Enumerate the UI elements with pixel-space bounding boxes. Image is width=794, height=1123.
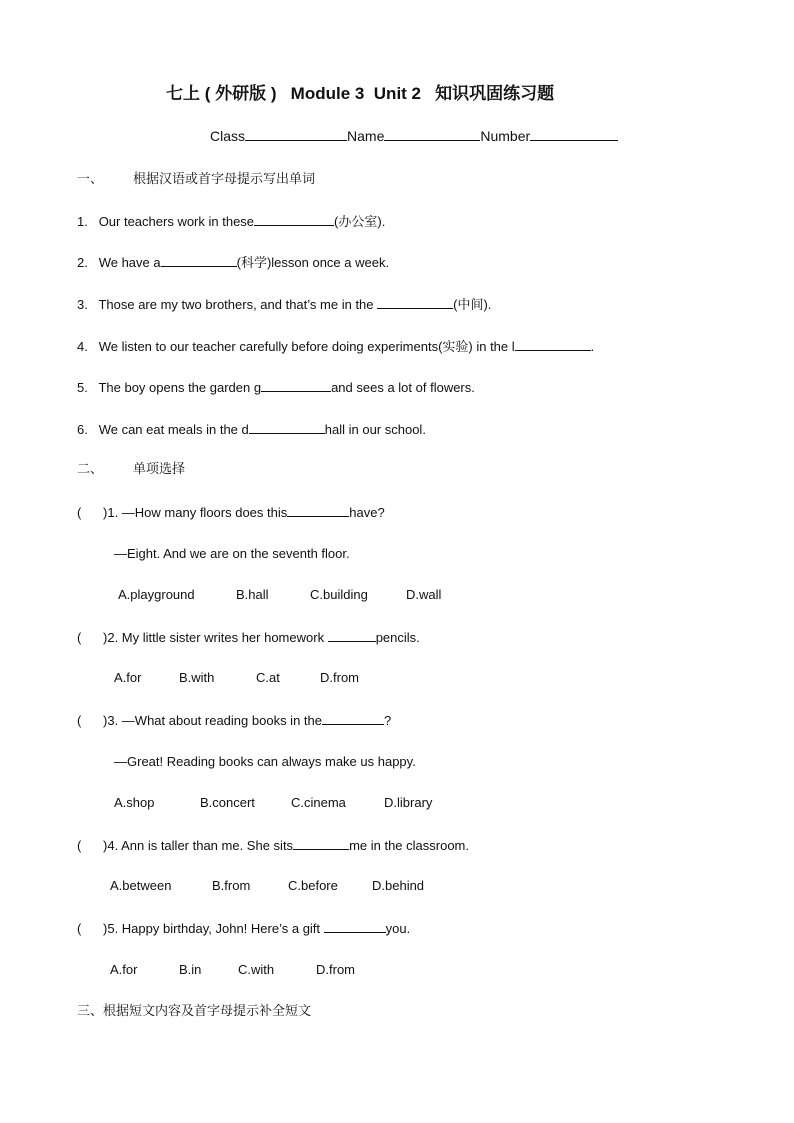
option-c[interactable]: C.before xyxy=(288,878,338,893)
answer-paren[interactable]: ( ) xyxy=(77,505,108,520)
option-c[interactable]: C.cinema xyxy=(291,795,346,810)
s2-q3-reply: —Great! Reading books can always make us happy. xyxy=(114,754,416,769)
item-text: We have a xyxy=(98,255,161,270)
item-text: Our teachers work in these xyxy=(98,214,255,229)
question-text: 5. Happy birthday, John! Here’s a gift xyxy=(107,921,324,936)
option-b[interactable]: B.hall xyxy=(236,587,269,602)
section2-heading: 单项选择 xyxy=(133,461,186,476)
s1-item-6 xyxy=(77,421,426,438)
item-text: The boy opens the garden g xyxy=(98,380,262,395)
s2-question-2 xyxy=(77,629,420,646)
section1-heading: 根据汉语或首字母提示写出单词 xyxy=(133,171,316,186)
option-c[interactable]: C.with xyxy=(238,962,275,977)
item-number: 5. xyxy=(77,380,88,395)
option-d[interactable]: D.from xyxy=(316,962,355,977)
item-text-end: (中间). xyxy=(453,297,492,312)
item-text-end: (科学)lesson once a week. xyxy=(236,255,390,270)
class-blank[interactable] xyxy=(245,128,347,141)
answer-blank[interactable] xyxy=(249,421,325,434)
answer-blank[interactable] xyxy=(254,213,334,226)
student-info-line xyxy=(210,128,618,144)
question-text: 4. Ann is taller than me. She sits xyxy=(107,838,294,853)
answer-paren[interactable]: ( ) xyxy=(77,713,108,728)
answer-blank[interactable] xyxy=(515,338,591,351)
s1-item-2 xyxy=(77,254,389,271)
option-a[interactable]: A.shop xyxy=(114,795,155,810)
item-number: 2. xyxy=(77,255,88,270)
option-a[interactable]: A.between xyxy=(110,878,172,893)
answer-blank[interactable] xyxy=(324,920,386,933)
option-d[interactable]: D.wall xyxy=(406,587,442,602)
s1-item-5 xyxy=(77,379,475,396)
item-text: Those are my two brothers, and that’s me in the xyxy=(98,297,378,312)
section2-number: 二、 xyxy=(77,461,104,476)
option-b[interactable]: B.concert xyxy=(200,795,255,810)
answer-blank[interactable] xyxy=(377,296,453,309)
question-text: 3. —What about reading books in the xyxy=(107,713,322,728)
number-label: Number xyxy=(480,128,531,144)
item-text-end: . xyxy=(590,339,595,354)
item-text-end: (办公室). xyxy=(334,214,386,229)
question-text: 2. My little sister writes her homework xyxy=(107,630,328,645)
item-text: We can eat meals in the d xyxy=(98,422,249,437)
option-d[interactable]: D.behind xyxy=(372,878,425,893)
item-text: We listen to our teacher carefully before doing experiments(实验) in the l xyxy=(98,339,515,354)
answer-blank[interactable] xyxy=(328,629,376,642)
answer-blank[interactable] xyxy=(322,712,384,725)
s2-question-1 xyxy=(77,504,385,521)
item-text-end: and sees a lot of flowers. xyxy=(331,380,475,395)
page-title: 七上 ( 外研版 ) Module 3 Unit 2 知识巩固练习题 xyxy=(166,84,555,103)
option-b[interactable]: B.from xyxy=(212,878,251,893)
section3-heading: 三、根据短文内容及首字母提示补全短文 xyxy=(77,1003,312,1018)
question-text-end: ? xyxy=(383,713,392,728)
name-blank[interactable] xyxy=(384,128,480,141)
option-c[interactable]: C.building xyxy=(310,587,368,602)
item-number: 6. xyxy=(77,422,88,437)
number-blank[interactable] xyxy=(530,128,618,141)
option-a[interactable]: A.for xyxy=(114,670,142,685)
s2-question-5 xyxy=(77,920,410,937)
option-c[interactable]: C.at xyxy=(256,670,280,685)
question-text-end: you. xyxy=(385,921,411,936)
option-d[interactable]: D.library xyxy=(384,795,433,810)
option-b[interactable]: B.in xyxy=(179,962,202,977)
s2-question-3 xyxy=(77,712,391,729)
item-number: 3. xyxy=(77,297,88,312)
name-label: Name xyxy=(347,128,385,144)
answer-blank[interactable] xyxy=(293,837,349,850)
answer-paren[interactable]: ( ) xyxy=(77,921,108,936)
s1-item-4 xyxy=(77,338,594,355)
answer-blank[interactable] xyxy=(261,379,331,392)
s2-q1-reply: —Eight. And we are on the seventh floor. xyxy=(114,546,350,561)
section1-number: 一、 xyxy=(77,171,104,186)
option-d[interactable]: D.from xyxy=(320,670,359,685)
class-label: Class xyxy=(210,128,246,144)
answer-blank[interactable] xyxy=(287,504,349,517)
option-a[interactable]: A.playground xyxy=(118,587,195,602)
item-number: 4. xyxy=(77,339,88,354)
answer-paren[interactable]: ( ) xyxy=(77,630,108,645)
question-text-end: pencils. xyxy=(375,630,420,645)
s1-item-1 xyxy=(77,213,385,230)
question-text: 1. —How many floors does this xyxy=(107,505,288,520)
question-text-end: have? xyxy=(349,505,385,520)
answer-paren[interactable]: ( ) xyxy=(77,838,108,853)
item-text-end: hall in our school. xyxy=(324,422,426,437)
s1-item-3 xyxy=(77,296,491,313)
option-b[interactable]: B.with xyxy=(179,670,215,685)
s2-question-4 xyxy=(77,837,469,854)
question-text-end: me in the classroom. xyxy=(349,838,469,853)
answer-blank[interactable] xyxy=(161,254,237,267)
item-number: 1. xyxy=(77,214,88,229)
option-a[interactable]: A.for xyxy=(110,962,138,977)
